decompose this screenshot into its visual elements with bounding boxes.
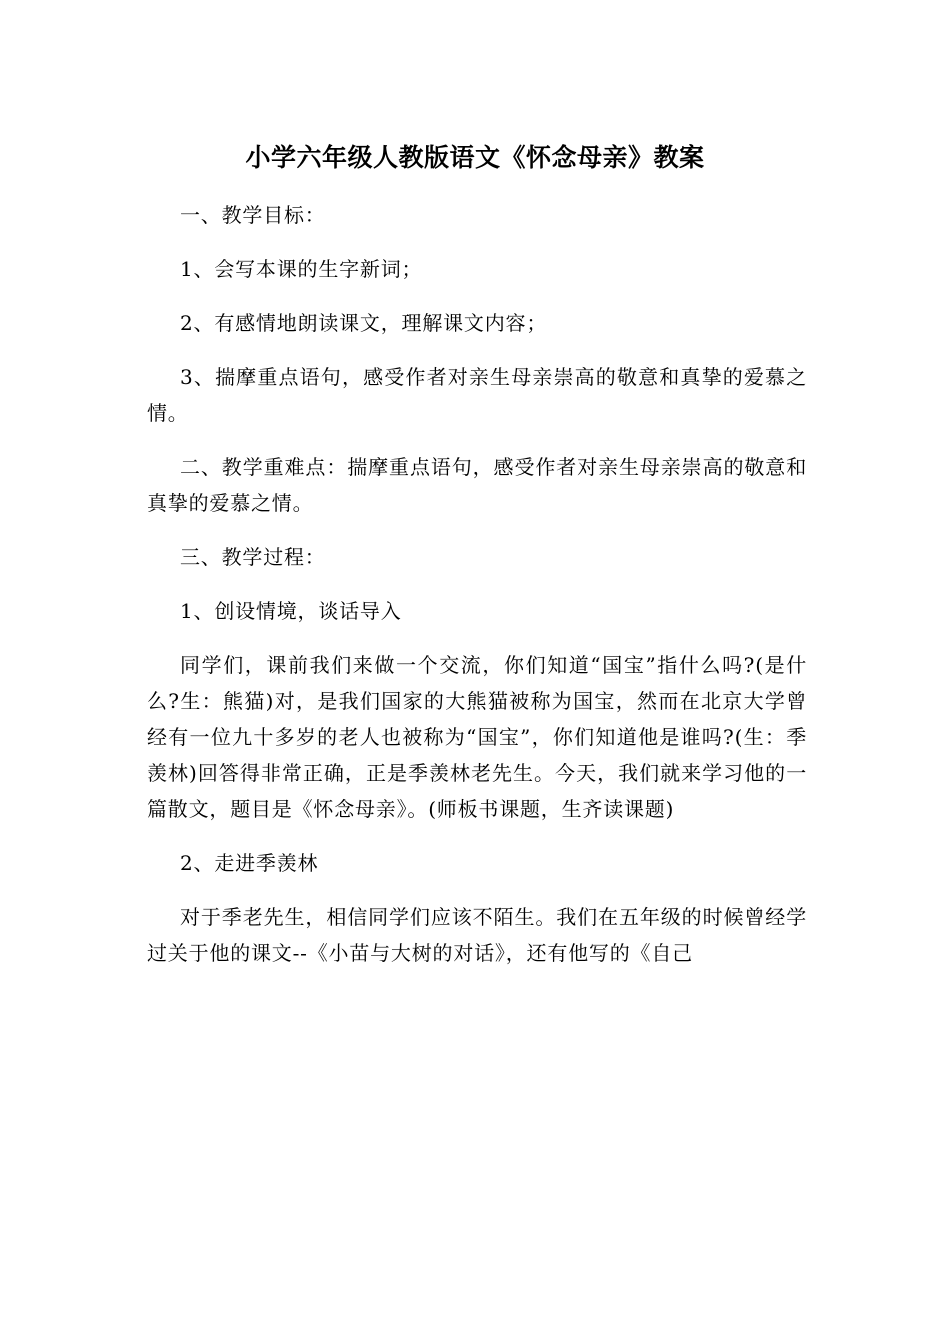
- body-paragraph: 同学们，课前我们来做一个交流，你们知道“国宝”指什么吗?(是什么?生：熊猫)对，是我们国家的大熊猫被称为国宝，然而在北京大学曾经有一位九十多岁的老人也被称为“国宝”，你们知道他是谁吗?(生：季羡林)回答得非常正确，正是季羡林老先生。今天，我们就来学习他的一篇散文，题目是《怀念母亲》。(师板书课题，生齐读课题): [147, 653, 807, 821]
- process-step-1: 1、创设情境，谈话导入: [180, 599, 402, 623]
- section-heading-key-points: 二、教学重难点：揣摩重点语句，感受作者对亲生母亲崇高的敬意和真挚的爱慕之情。: [147, 455, 807, 515]
- process-step-2: 2、走进季羡林: [180, 851, 319, 875]
- section-heading-process: 三、教学过程：: [180, 545, 326, 569]
- objective-item-2: 2、有感情地朗读课文，理解课文内容；: [180, 311, 548, 335]
- body-paragraph: 对于季老先生，相信同学们应该不陌生。我们在五年级的时候曾经学过关于他的课文--《小苗与大树的对话》，还有他写的《自己: [147, 905, 807, 965]
- section-heading-objectives: 一、教学目标：: [180, 203, 326, 227]
- objective-item-3: 3、揣摩重点语句，感受作者对亲生母亲崇高的敬意和真挚的爱慕之情。: [147, 365, 807, 425]
- document-body: [147, 197, 807, 989]
- objective-item-1: 1、会写本课的生字新词；: [180, 257, 423, 281]
- document-title: 小学六年级人教版语文《怀念母亲》教案: [245, 143, 705, 172]
